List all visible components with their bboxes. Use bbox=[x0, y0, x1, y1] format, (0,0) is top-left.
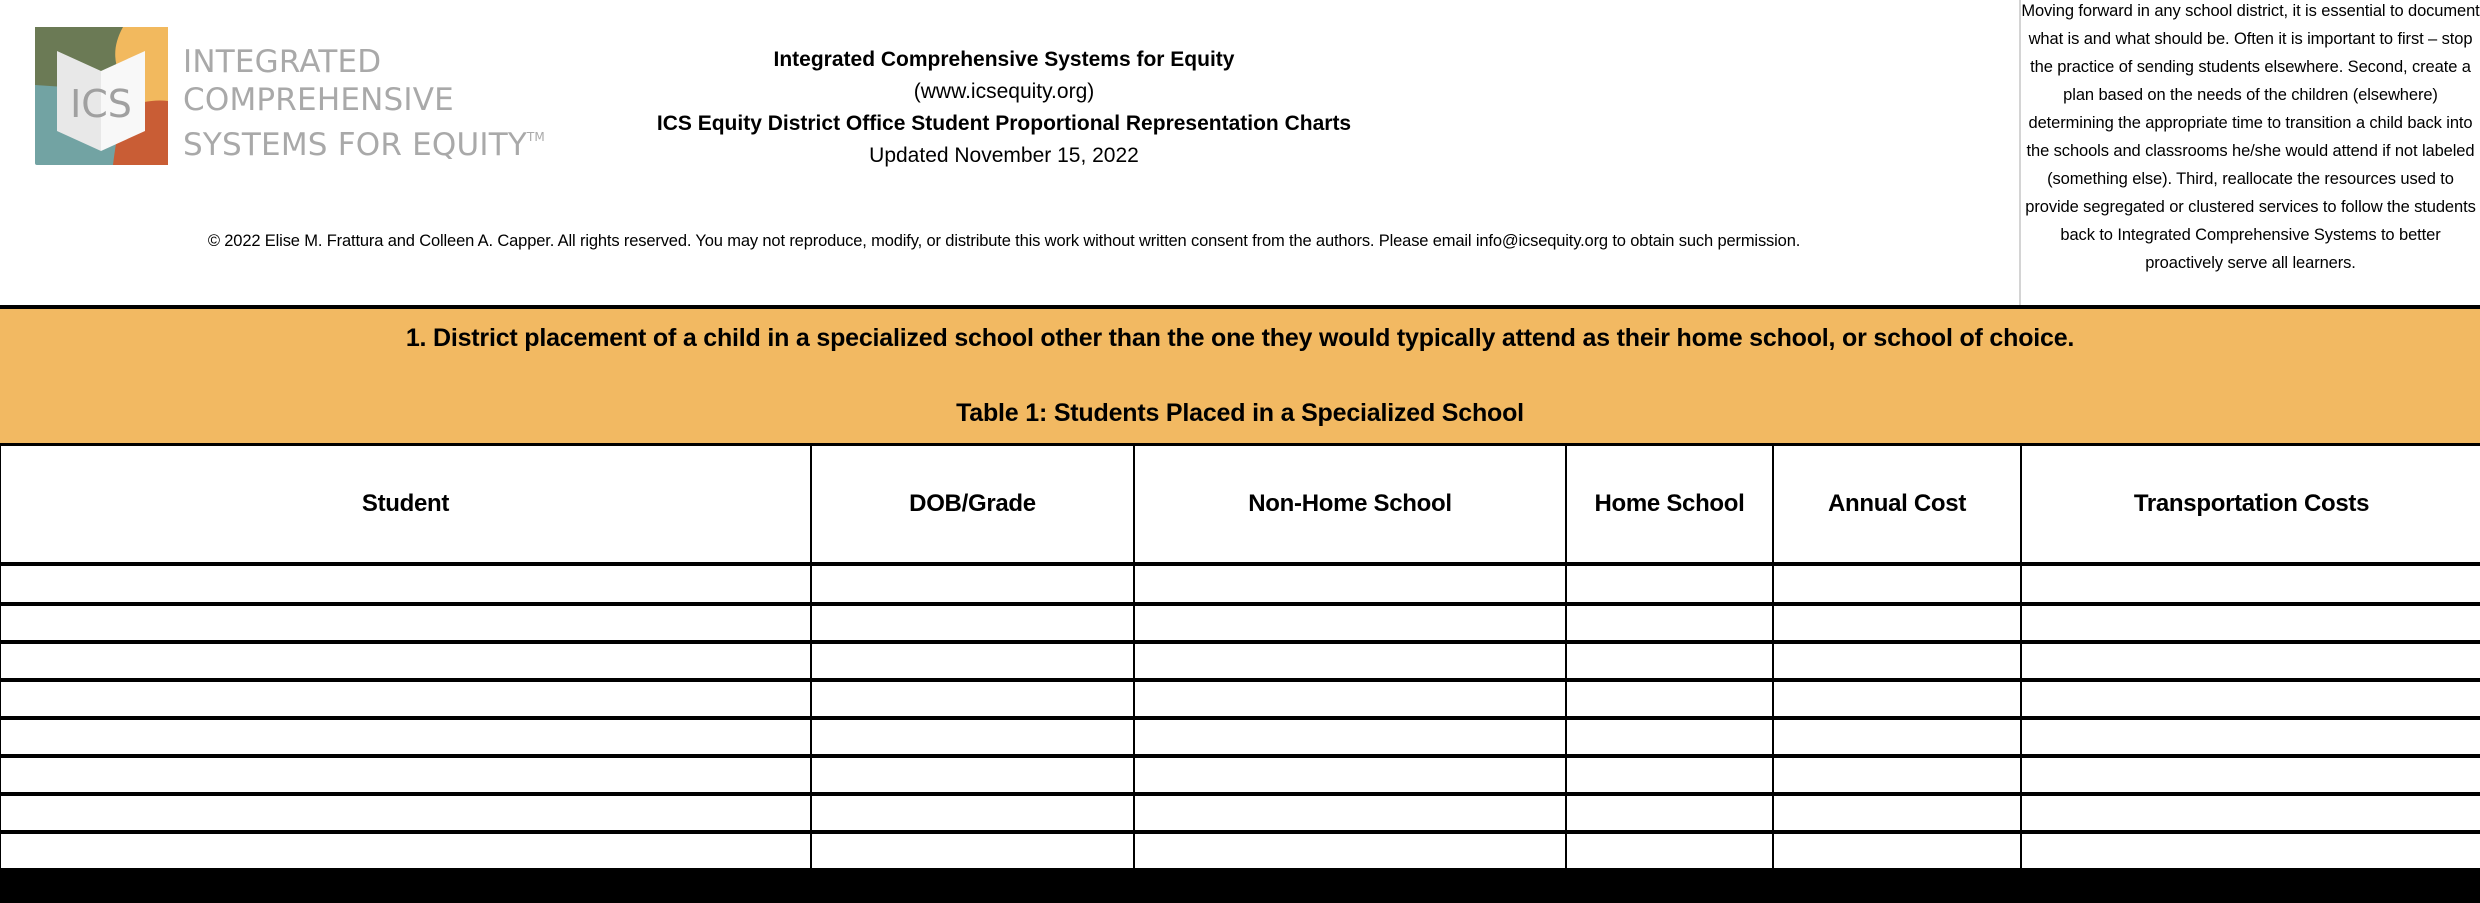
non-home-school-cell[interactable] bbox=[1134, 794, 1566, 832]
student-cell[interactable] bbox=[0, 794, 811, 832]
home-school-cell[interactable] bbox=[1566, 832, 1773, 870]
updated-date: Updated November 15, 2022 bbox=[869, 144, 1139, 167]
dob-grade-cell[interactable] bbox=[811, 604, 1134, 642]
non-home-school-cell[interactable] bbox=[1134, 832, 1566, 870]
non-home-school-cell[interactable] bbox=[1134, 604, 1566, 642]
home-school-cell[interactable] bbox=[1566, 564, 1773, 604]
column-header-home-school: Home School bbox=[1566, 445, 1773, 565]
copyright-notice: © 2022 Elise M. Frattura and Colleen A. Capper. All rights reserved. You may not reproduce, modify, or distribute this work without written consent from the authors. Please email info@icsequity.org to obtain such permission. bbox=[207, 232, 1801, 250]
table-caption: Table 1: Students Placed in a Specialized School bbox=[956, 399, 1524, 427]
dob-grade-cell[interactable] bbox=[811, 564, 1134, 604]
non-home-school-cell[interactable] bbox=[1134, 642, 1566, 680]
document-title: ICS Equity District Office Student Proportional Representation Charts bbox=[656, 112, 1352, 135]
trademark-symbol: TM bbox=[527, 130, 545, 144]
non-home-school-cell[interactable] bbox=[1134, 564, 1566, 604]
student-cell[interactable] bbox=[0, 680, 811, 718]
transportation-costs-cell[interactable] bbox=[2021, 604, 2480, 642]
transportation-costs-cell[interactable] bbox=[2021, 718, 2480, 756]
home-school-cell[interactable] bbox=[1566, 718, 1773, 756]
dob-grade-cell[interactable] bbox=[811, 794, 1134, 832]
non-home-school-cell[interactable] bbox=[1134, 718, 1566, 756]
transportation-costs-cell[interactable] bbox=[2021, 756, 2480, 794]
table-row bbox=[0, 642, 2480, 680]
table-row bbox=[0, 794, 2480, 832]
annual-cost-cell[interactable] bbox=[1773, 604, 2021, 642]
student-cell[interactable] bbox=[0, 832, 811, 870]
placement-table bbox=[0, 443, 2480, 872]
dob-grade-cell[interactable] bbox=[811, 680, 1134, 718]
annual-cost-cell[interactable] bbox=[1773, 832, 2021, 870]
logo-wordmark-line: COMPREHENSIVE bbox=[183, 81, 454, 118]
non-home-school-cell[interactable] bbox=[1134, 680, 1566, 718]
dob-grade-cell[interactable] bbox=[811, 642, 1134, 680]
home-school-cell[interactable] bbox=[1566, 642, 1773, 680]
annual-cost-cell[interactable] bbox=[1773, 794, 2021, 832]
home-school-cell[interactable] bbox=[1566, 794, 1773, 832]
table-header-row bbox=[0, 445, 2480, 565]
website-link[interactable]: (www.icsequity.org) bbox=[913, 80, 1095, 103]
logo-mark-text: ICS bbox=[70, 82, 132, 126]
column-header-dob-grade: DOB/Grade bbox=[811, 445, 1134, 565]
title-block bbox=[0, 44, 2008, 172]
student-cell[interactable] bbox=[0, 756, 811, 794]
table-row bbox=[0, 832, 2480, 870]
table-row bbox=[0, 564, 2480, 604]
annual-cost-cell[interactable] bbox=[1773, 756, 2021, 794]
dob-grade-cell[interactable] bbox=[811, 756, 1134, 794]
table-row bbox=[0, 718, 2480, 756]
annual-cost-cell[interactable] bbox=[1773, 642, 2021, 680]
column-header-transportation-costs: Transportation Costs bbox=[2021, 445, 2480, 565]
table-body bbox=[0, 564, 2480, 870]
dob-grade-cell[interactable] bbox=[811, 832, 1134, 870]
annual-cost-cell[interactable] bbox=[1773, 718, 2021, 756]
column-header-student: Student bbox=[0, 445, 811, 565]
home-school-cell[interactable] bbox=[1566, 680, 1773, 718]
transportation-costs-cell[interactable] bbox=[2021, 794, 2480, 832]
annual-cost-cell[interactable] bbox=[1773, 680, 2021, 718]
non-home-school-cell[interactable] bbox=[1134, 756, 1566, 794]
transportation-costs-cell[interactable] bbox=[2021, 564, 2480, 604]
annual-cost-cell[interactable] bbox=[1773, 564, 2021, 604]
table-row bbox=[0, 604, 2480, 642]
student-cell[interactable] bbox=[0, 718, 811, 756]
home-school-cell[interactable] bbox=[1566, 604, 1773, 642]
bottom-bar bbox=[0, 871, 2480, 903]
side-note-text: Moving forward in any school district, it is essential to document what is and what should be. Often it is important to first – stop the practice of sending students elsewhere. Second, create a plan based on the needs of the children (elsewhere) determining the appropriate time to transition a child back into the schools and classrooms he/she would attend if not labeled (something else). Third, reallocate the resources used to provide segregated or clustered services to follow the students back to Integrated Comprehensive Systems to better proactively serve all learners. bbox=[2021, 2, 2480, 272]
dob-grade-cell[interactable] bbox=[811, 718, 1134, 756]
student-cell[interactable] bbox=[0, 642, 811, 680]
table-row bbox=[0, 680, 2480, 718]
table-row bbox=[0, 756, 2480, 794]
column-header-non-home-school: Non-Home School bbox=[1134, 445, 1566, 565]
section-heading: 1. District placement of a child in a specialized school other than the one they would typically attend as their home school, or school of choice. bbox=[405, 324, 2075, 352]
student-cell[interactable] bbox=[0, 564, 811, 604]
student-cell[interactable] bbox=[0, 604, 811, 642]
transportation-costs-cell[interactable] bbox=[2021, 832, 2480, 870]
transportation-costs-cell[interactable] bbox=[2021, 680, 2480, 718]
column-header-annual-cost: Annual Cost bbox=[1773, 445, 2021, 565]
org-name: Integrated Comprehensive Systems for Equity bbox=[773, 48, 1235, 71]
home-school-cell[interactable] bbox=[1566, 756, 1773, 794]
transportation-costs-cell[interactable] bbox=[2021, 642, 2480, 680]
logo-wordmark-line: INTEGRATED bbox=[183, 44, 382, 80]
logo-wordmark-line: SYSTEMS FOR EQUITY™ bbox=[183, 127, 545, 163]
